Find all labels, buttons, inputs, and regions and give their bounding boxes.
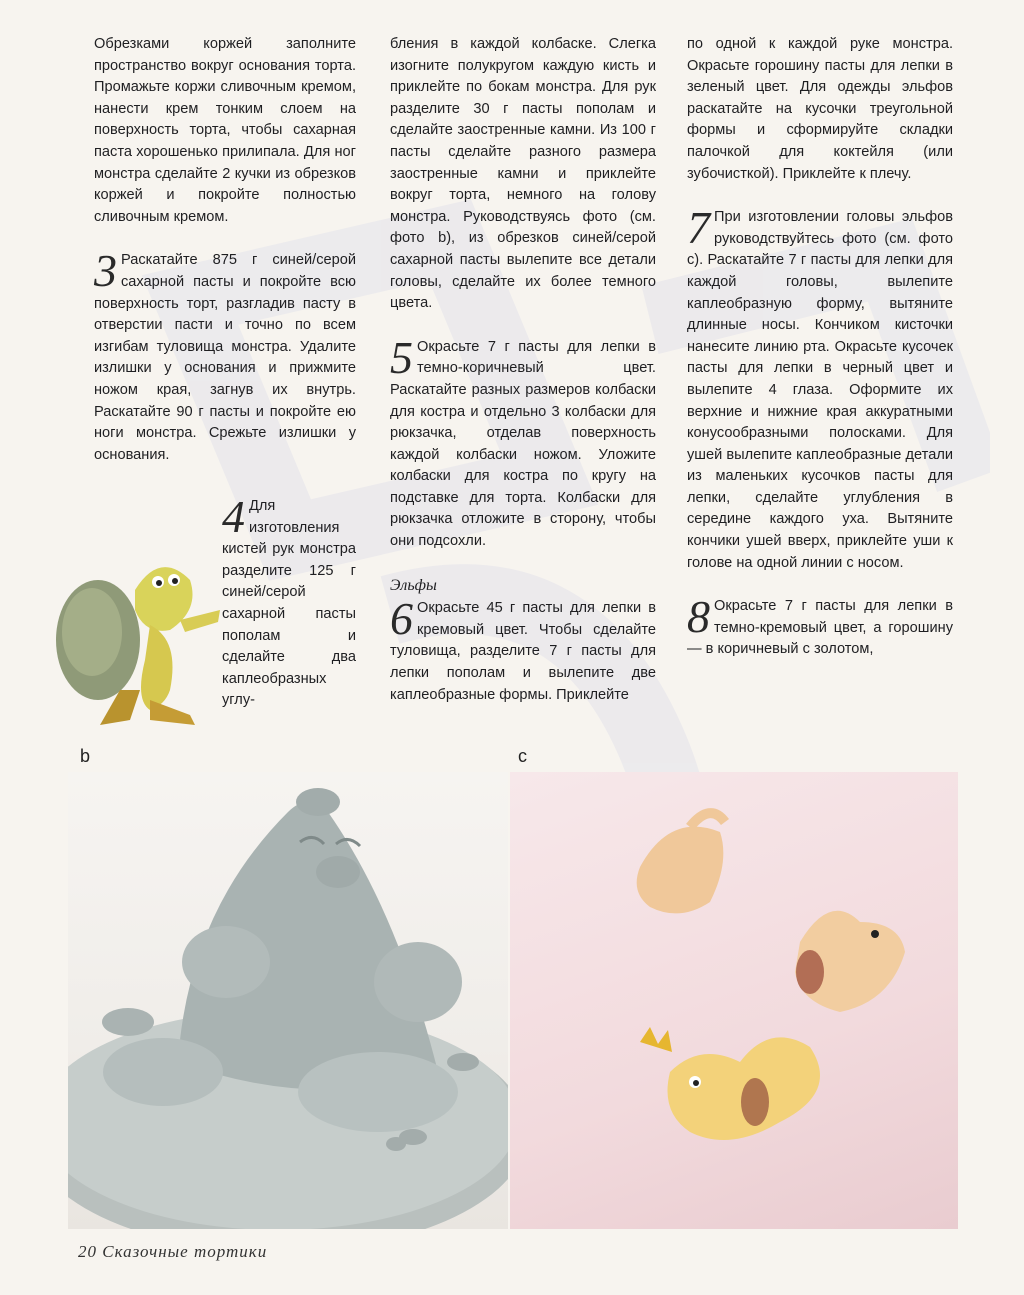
step-3-text: Раскатайте 875 г синей/серой сахарной пасты и покройте всю поверхность торт, разгладив пасту в отверстии пасти и точно по всем изгибам туловища монстра. Удалите излишки у основания и прижмите ножом края, загнув их внутрь. Раскатайте 90 г пасты и покройте ею ноги монстра. Срежьте излишки у основания. <box>94 252 356 463</box>
monster-cake-image <box>68 772 508 1229</box>
column-3 <box>687 34 953 683</box>
page-footer: 20 Сказочные тортики <box>78 1242 268 1261</box>
section-heading-elves: Эльфы <box>390 576 437 594</box>
step-5 <box>390 331 656 553</box>
paragraph-continued-2: по одной к каждой руке монстра. Окрасьте горошину пасты для лепки в зеленый цвет. Для одежды эльфов раскатайте на кусочки треугольной формы и сформируйте складки палочкой для коктейля (или зубочисткой). Приклейте к плечу. <box>687 36 953 182</box>
step-6-number: 6 <box>390 593 413 645</box>
photo-c-label: c <box>518 746 527 766</box>
paragraph-continued: бления в каждой колбаске. Слегка изогните полукругом каждую кисть и приклейте по бокам монстра. Для рук разделите 30 г пасты пополам и сделайте заостренные камни. Из 100 г пасты сделайте разного размера заостренные камни и приклейте вокруг торта, немного на голову монстра. Руководствуясь фото (см. фото b), из обрезков синей/серой сахарной пасты вылепите все детали головы, сделайте их более темного цвета. <box>390 36 656 312</box>
photo-c-elf-heads <box>510 772 958 1229</box>
elf-heads-image <box>510 772 958 1229</box>
step-8-number: 8 <box>687 591 710 643</box>
column-2 <box>390 34 656 728</box>
photo-b-label: b <box>80 746 91 766</box>
step-7-text: При изготовлении головы эльфов руководствуйтесь фото (см. фото c). Раскатайте 7 г пасты для лепки для каждой головы, вылепите каплеобразную форму, вытяните длинные носы. Кончиком кисточки нанесите линию рта. Окрасьте кусочек пасты для лепки в черный цвет и вылепите 4 глаза. Оформите их верхние и нижние края аккуратными конусообразными полосками. Для ушей вылепите каплеобразные детали из маленьких кусочков пасты для лепки, сделайте углубления в середине каждого уха. Вытяните кончики ушей вверх, приклейте уши к голове на одной линии с носом. <box>687 209 953 571</box>
step-8-text: Окрасьте 7 г пасты для лепки в темно-кремовый цвет, а горошину — в коричневый с золотом, <box>687 598 953 658</box>
step-4 <box>222 491 356 712</box>
column-1 <box>94 34 356 488</box>
step-6 <box>390 593 656 706</box>
step-6-text: Окрасьте 45 г пасты для лепки в кремовый цвет. Чтобы сделайте туловища, разделите 7 г пасты для лепки пополам и вылепите две каплеобразные формы. Приклейте <box>390 600 656 703</box>
step-7 <box>687 202 953 574</box>
step-4-text: Для изготовления кистей рук монстра разделите 125 г синей/серой сахарной пасты пополам и сделайте два каплеобразных углу- <box>222 498 356 709</box>
step-5-number: 5 <box>390 331 413 383</box>
paragraph-intro: Обрезками коржей заполните пространство вокруг основания торта. Промажьте коржи сливочным кремом, нанести крем тонким слоем на поверхность торта, чтобы сахарная паста хорошенько прилипала. Для ног монстра сделайте 2 кучки из обрезков коржей и покройте полностью сливочным кремом. <box>94 36 356 225</box>
step-4-number: 4 <box>222 491 245 542</box>
step-3 <box>94 245 356 466</box>
step-7-number: 7 <box>687 202 710 254</box>
step-3-number: 3 <box>94 245 117 297</box>
step-8 <box>687 591 953 661</box>
monster-figurine-image <box>40 540 230 730</box>
step-5-text: Окрасьте 7 г пасты для лепки в темно-коричневый цвет. Раскатайте разных размеров колбаски для костра и отдельно 3 колбаски для рюкзачка, отделав поверхность каждой колбаски ножом. Уложите колбаски для костра по кругу на подставке для торта. Колбаски для рюкзачка отложите в сторону, чтобы они подсохли. <box>390 338 656 550</box>
photo-b-monster-cake <box>68 772 508 1229</box>
